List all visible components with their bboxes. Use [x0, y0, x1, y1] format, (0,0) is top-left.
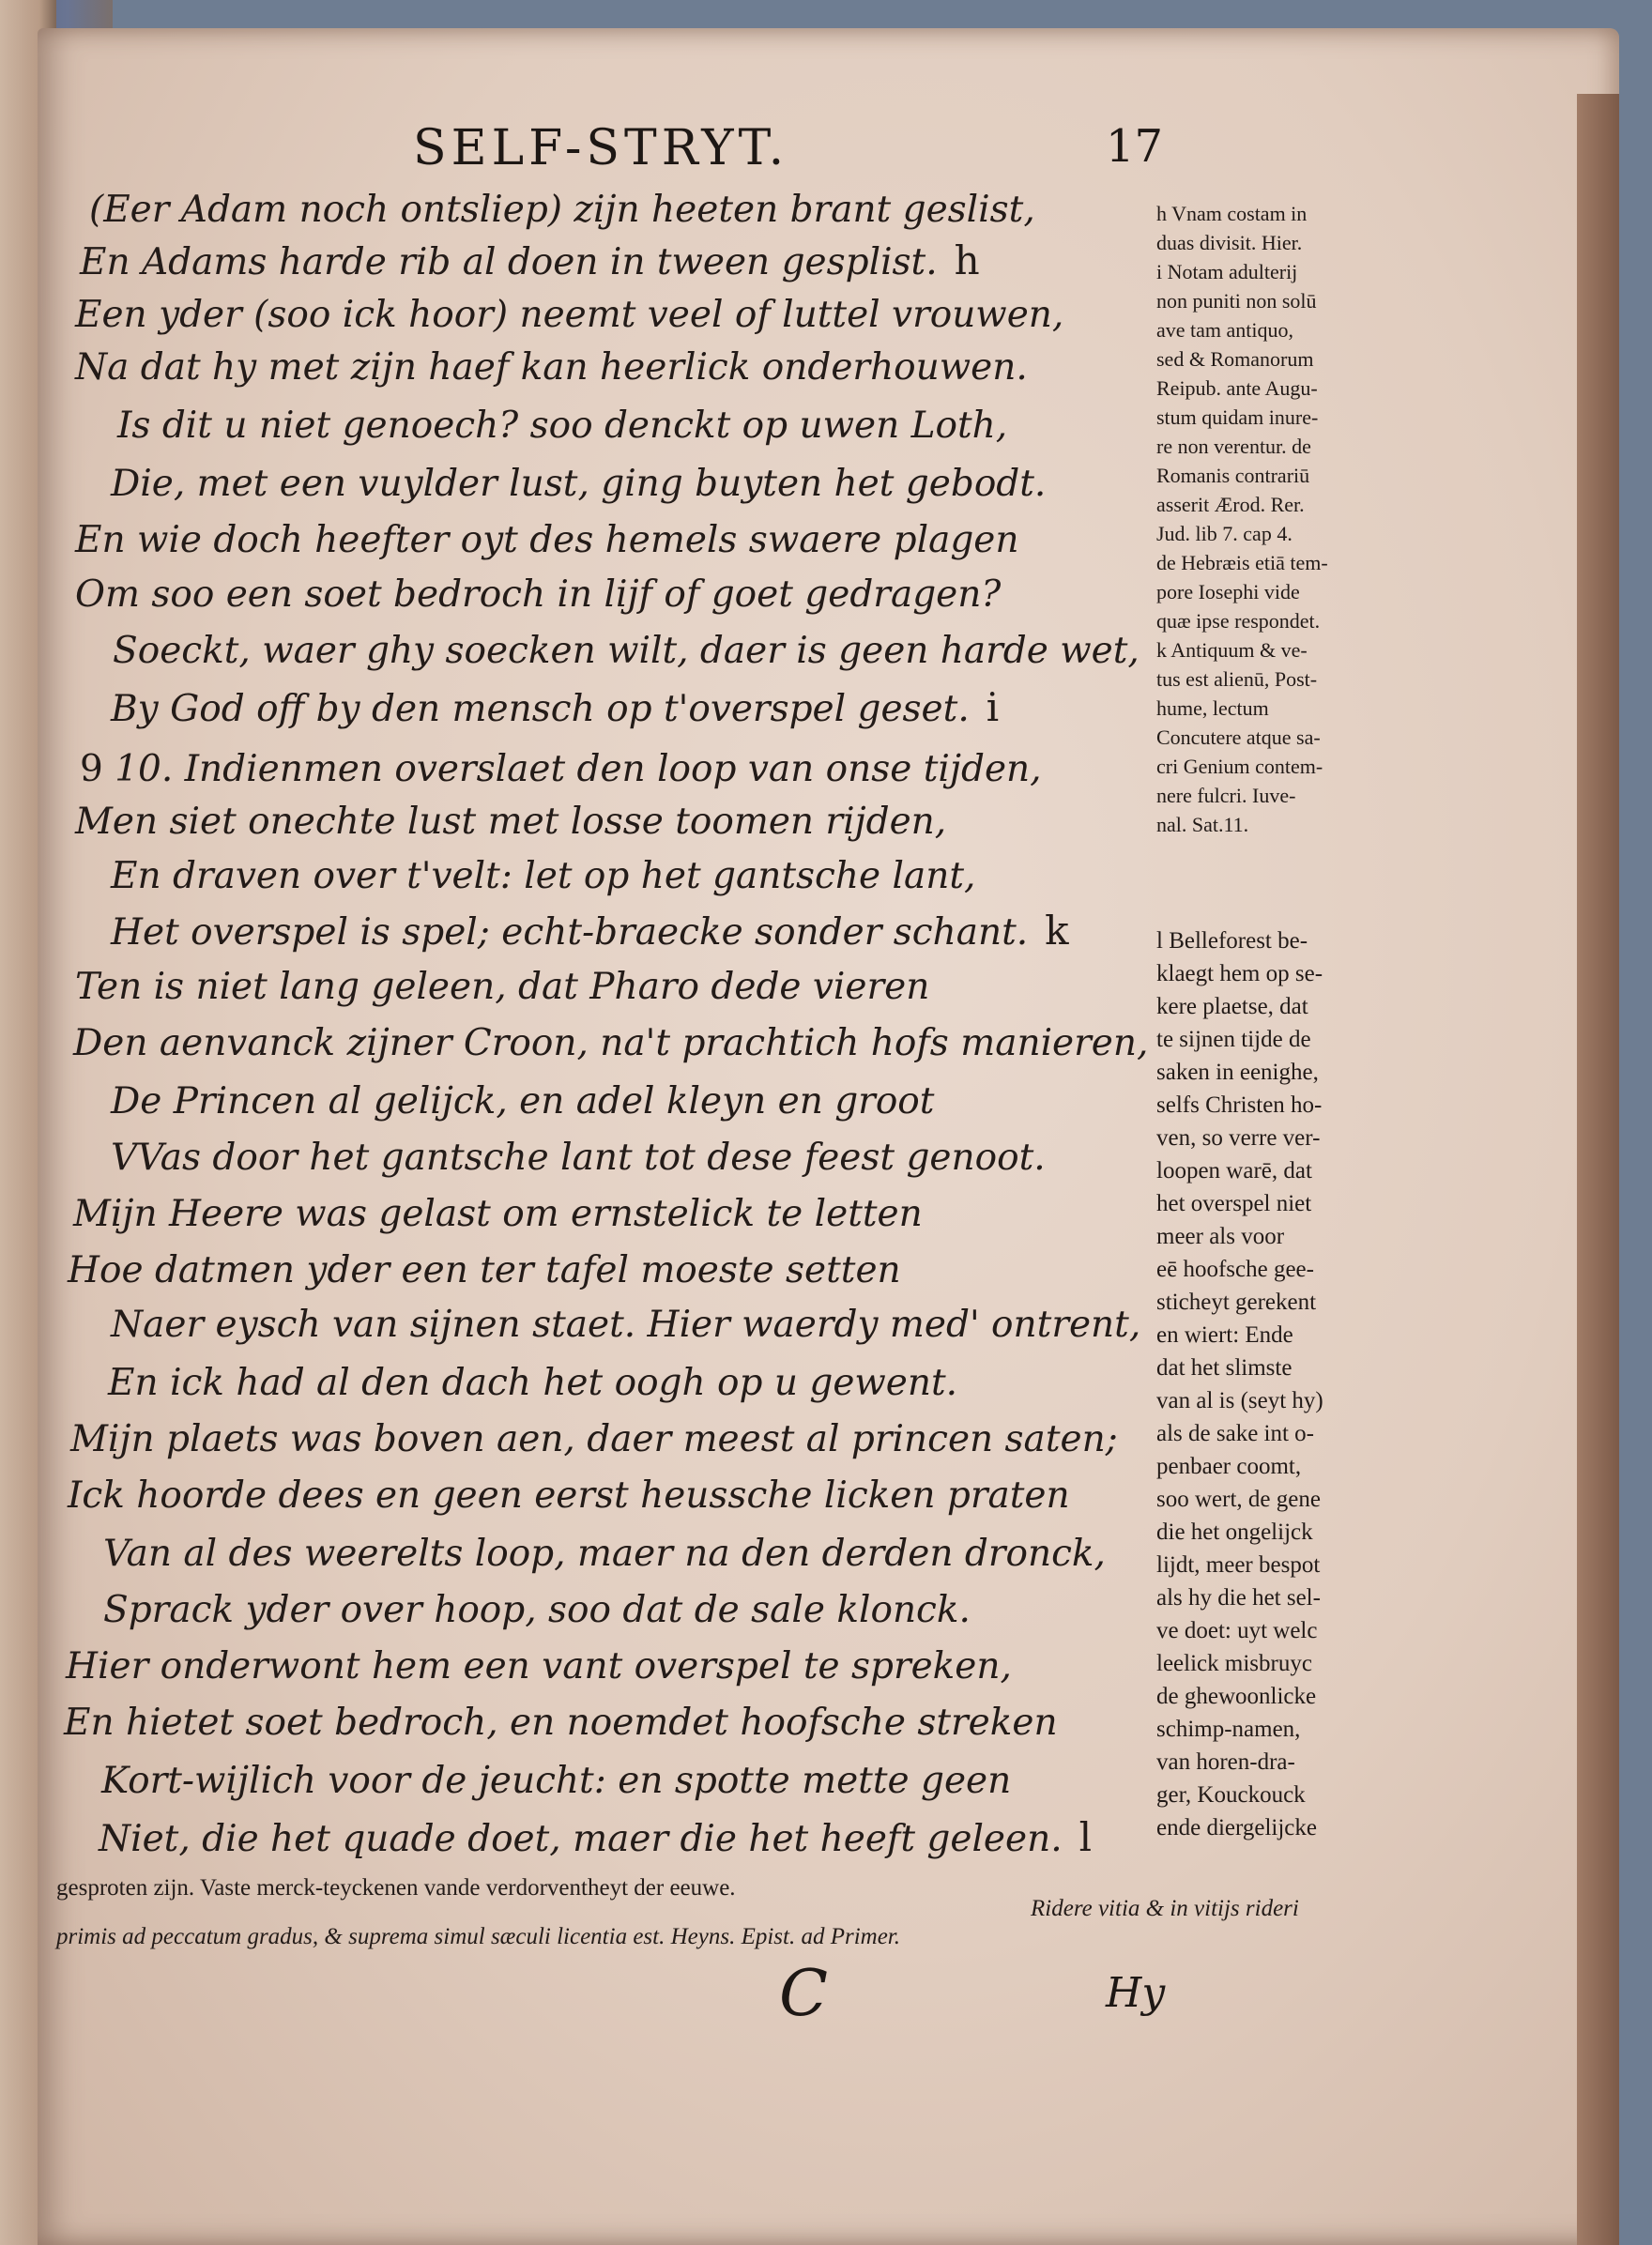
verse-line: Hier onderwont hem een vant overspel te spreken,: [66, 1645, 1012, 1688]
verse-line: En wie doch heefter oyt des hemels swaere plagen: [75, 519, 1019, 561]
margin-note-line: nere fulcri. Iuve-: [1156, 784, 1296, 807]
verse-line: Van al des weerelts loop, maer na den derden dronck,: [103, 1533, 1106, 1575]
margin-note-line: leelick misbruyc: [1156, 1651, 1312, 1676]
margin-note-line: k Antiquum & ve-: [1156, 638, 1308, 662]
margin-note-line: hume, lectum: [1156, 696, 1269, 720]
verse-line: Soeckt, waer ghy soecken wilt, daer is geen harde wet,: [113, 630, 1140, 672]
verse-line: Een yder (soo ick hoor) neemt veel of luttel vrouwen,: [75, 294, 1064, 336]
verse-line: En Adams harde rib al doen in tween gesplist. h: [80, 237, 980, 283]
margin-note-line: klaegt hem op se-: [1156, 961, 1323, 986]
margin-note-line: re non verentur. de: [1156, 435, 1311, 458]
verse-line: 9 10. Indienmen overslaet den loop van onse tijden,: [80, 748, 1042, 790]
verse-line: En ick had al den dach het oogh op u gewent.: [108, 1362, 958, 1404]
margin-note-line: dat het slimste: [1156, 1355, 1293, 1381]
verse-line: VVas door het gantsche lant tot dese feest genoot.: [111, 1137, 1046, 1179]
verse-line: De Princen al gelijck, en adel kleyn en groot: [111, 1080, 935, 1122]
footnote-line: primis ad peccatum gradus, & suprema simul sæculi licentia est. Heyns. Epist. ad Primer.: [56, 1924, 901, 1949]
verse-line: Naer eysch van sijnen staet. Hier waerdy med' ontrent,: [111, 1304, 1141, 1346]
margin-note-line: meer als voor: [1156, 1224, 1285, 1249]
verse-line: Mijn plaets was boven aen, daer meest al princen saten;: [70, 1418, 1118, 1460]
margin-note-line: kere plaetse, dat: [1156, 994, 1308, 1019]
margin-note-line: non puniti non solū: [1156, 289, 1317, 313]
margin-note-line: van al is (seyt hy): [1156, 1388, 1323, 1413]
margin-note-line: selfs Christen ho-: [1156, 1092, 1323, 1118]
verse-line: Niet, die het quade doet, maer die het heeft geleen. l: [99, 1814, 1093, 1860]
margin-note-line: Concutere atque sa-: [1156, 725, 1321, 749]
footnote-ref: h: [954, 237, 980, 283]
verse-line: Hoe datmen yder een ter tafel moeste setten: [68, 1249, 901, 1291]
margin-note-line: ven, so verre ver-: [1156, 1125, 1321, 1151]
page-number: 17: [1106, 120, 1164, 173]
margin-note-line: het overspel niet: [1156, 1191, 1312, 1216]
margin-note-line: tus est alienū, Post-: [1156, 667, 1318, 691]
margin-note-line: die het ongelijck: [1156, 1520, 1313, 1545]
margin-note-line: quæ ipse respondet.: [1156, 609, 1321, 633]
margin-note-line: cri Genium contem-: [1156, 755, 1323, 778]
footnote-line: Ridere vitia & in vitijs rideri: [1031, 1896, 1299, 1921]
verse-line: By God off by den mensch op t'overspel geset. i: [111, 684, 1000, 730]
margin-note-line: lijdt, meer bespot: [1156, 1552, 1321, 1578]
margin-note-line: van horen-dra-: [1156, 1749, 1295, 1775]
margin-note-line: penbaer coomt,: [1156, 1454, 1302, 1479]
signature-mark: C: [779, 1957, 829, 2031]
verse-line: En draven over t'velt: let op het gantsche lant,: [111, 855, 976, 897]
margin-note-line: saken in eenighe,: [1156, 1060, 1319, 1085]
margin-note-line: ger, Kouckouck: [1156, 1782, 1306, 1808]
verse-line: Sprack yder over hoop, soo dat de sale klonck.: [103, 1589, 971, 1631]
margin-note-line: sed & Romanorum: [1156, 347, 1314, 371]
catchword: Hy: [1106, 1969, 1166, 2017]
margin-note-line: i Notam adulterij: [1156, 260, 1298, 283]
margin-note-line: te sijnen tijde de: [1156, 1027, 1311, 1052]
verse-line: Die, met een vuylder lust, ging buyten het gebodt.: [111, 463, 1047, 505]
margin-note-line: l Belleforest be-: [1156, 928, 1308, 954]
margin-note-line: als hy die het sel-: [1156, 1585, 1321, 1611]
margin-note-line: asserit Ærod. Rer.: [1156, 493, 1305, 516]
margin-note-line: soo wert, de gene: [1156, 1487, 1321, 1512]
verse-line: Kort-wijlich voor de jeucht: en spotte mette geen: [101, 1760, 1012, 1802]
running-head: SELF-STRYT.: [413, 120, 789, 176]
margin-note-line: sticheyt gerekent: [1156, 1290, 1317, 1315]
margin-note-line: ve doet: uyt welc: [1156, 1618, 1318, 1643]
verse-number: 9: [80, 748, 103, 790]
margin-note-line: stum quidam inure-: [1156, 405, 1319, 429]
verse-line: Ick hoorde dees en geen eerst heussche licken praten: [68, 1474, 1070, 1517]
margin-note-line: eē hoofsche gee-: [1156, 1257, 1314, 1282]
footnote-line: gesproten zijn. Vaste merck-teyckenen vande verdorventheyt der eeuwe.: [56, 1875, 736, 1901]
margin-note-line: loopen warē, dat: [1156, 1158, 1312, 1184]
margin-note-line: ende diergelijcke: [1156, 1815, 1317, 1840]
margin-note-line: ave tam antiquo,: [1156, 318, 1294, 342]
footnote-ref: i: [986, 684, 1000, 730]
verse-line: Na dat hy met zijn haef kan heerlick onderhouwen.: [75, 346, 1028, 389]
verse-line: Mijn Heere was gelast om ernstelick te letten: [73, 1193, 923, 1235]
verse-line: Om soo een soet bedroch in lijf of goet gedragen?: [75, 573, 1002, 616]
verse-line: En hietet soet bedroch, en noemdet hoofsche streken: [64, 1702, 1058, 1744]
margin-note-line: h Vnam costam in: [1156, 202, 1308, 225]
verse-line: Ten is niet lang geleen, dat Pharo dede vieren: [75, 966, 930, 1008]
verse-line: (Eer Adam noch ontsliep) zijn heeten brant geslist,: [89, 189, 1035, 231]
margin-note-line: Romanis contrariū: [1156, 464, 1310, 487]
margin-note-line: schimp-namen,: [1156, 1717, 1301, 1742]
margin-note-line: Reipub. ante Augu-: [1156, 376, 1318, 400]
verse-line: Men siet onechte lust met losse toomen rijden,: [75, 801, 947, 843]
margin-note-line: pore Iosephi vide: [1156, 580, 1300, 603]
verse-line: Den aenvanck zijner Croon, na't prachtich hofs manieren,: [73, 1022, 1149, 1064]
margin-note-line: duas divisit. Hier.: [1156, 231, 1303, 254]
verse-line: Is dit u niet genoech? soo denckt op uwen Loth,: [117, 405, 1008, 447]
page-fore-edge: [1577, 94, 1619, 2245]
margin-note-line: de ghewoonlicke: [1156, 1684, 1317, 1709]
footnote-ref: k: [1045, 908, 1069, 954]
verse-line: Het overspel is spel; echt-braecke sonder schant. k: [111, 908, 1069, 954]
margin-note-line: als de sake int o-: [1156, 1421, 1315, 1446]
margin-notes-upper: [1156, 199, 1391, 839]
margin-note-line: nal. Sat.11.: [1156, 813, 1249, 836]
footnote-ref: l: [1078, 1814, 1093, 1860]
margin-note-line: Jud. lib 7. cap 4.: [1156, 522, 1293, 545]
margin-note-line: de Hebræis etiā tem-: [1156, 551, 1328, 574]
margin-note-line: en wiert: Ende: [1156, 1322, 1293, 1348]
margin-notes-lower: [1156, 924, 1391, 1844]
